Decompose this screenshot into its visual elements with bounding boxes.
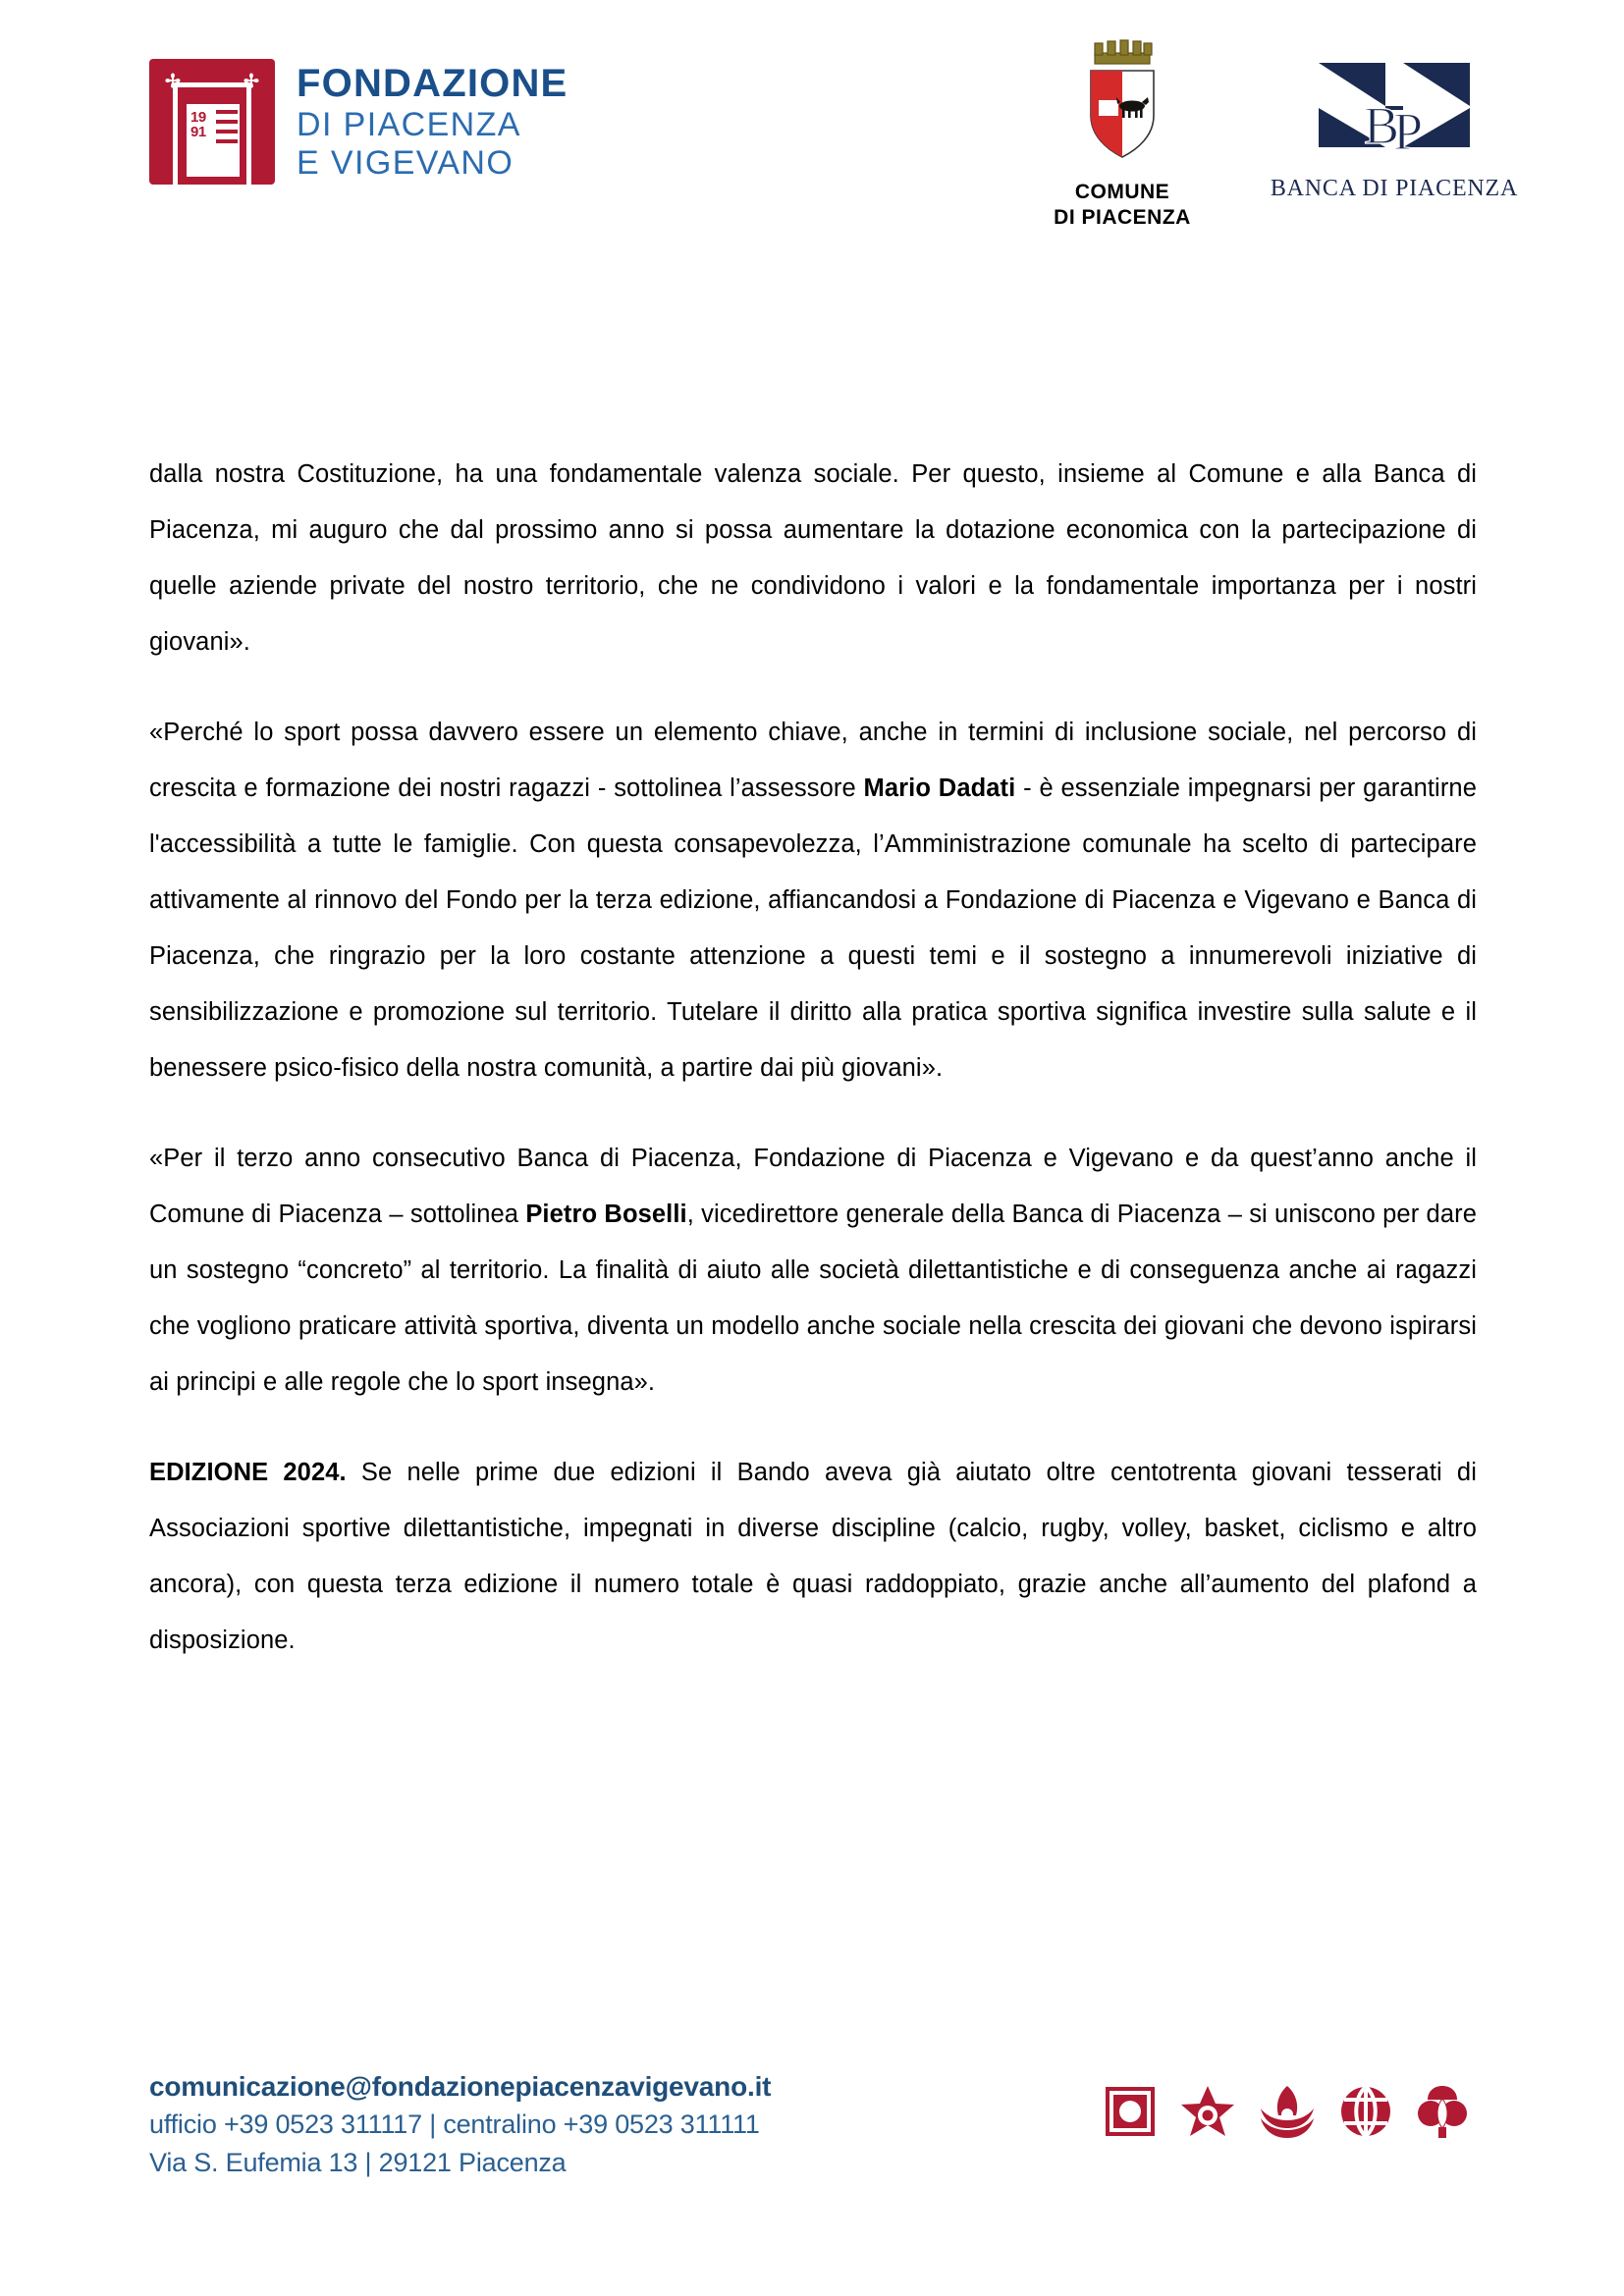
paragraph-2-text-a: «Perché lo sport possa davvero essere un elemento chiave, anche in termini di inclusione sociale, nel percorso di crescita e formazione dei nostri ragazzi - sottolinea l’assessore — [149, 719, 1477, 802]
paragraph-4 — [149, 1445, 1477, 1669]
banca-bp-butterfly-icon — [1267, 49, 1522, 168]
fondazione-wordmark-line3: E VIGEVANO — [297, 144, 514, 182]
comune-label-line1: COMUNE — [1074, 181, 1170, 203]
fondazione-wordmark-line1: FONDAZIONE — [297, 62, 568, 105]
footer-email[interactable]: comunicazione@fondazionepiacenzavigevano.it — [149, 2071, 772, 2102]
comune-coat-of-arms-icon — [1075, 39, 1169, 170]
footer-address: Via S. Eufemia 13 | 29121 Piacenza — [149, 2148, 567, 2177]
comune-label — [1029, 180, 1216, 231]
star-icon — [1180, 2085, 1235, 2138]
fondazione-year-digits-1: 19 — [190, 109, 206, 126]
fondazione-year-digits-2: 91 — [190, 124, 206, 140]
paragraph-3 — [149, 1131, 1477, 1411]
footer-icon-row — [1104, 2084, 1469, 2139]
square-frame-icon — [1104, 2085, 1157, 2138]
banca-logo — [1267, 49, 1522, 202]
comune-label-line2: DI PIACENZA — [1054, 206, 1191, 229]
edizione-heading: EDIZIONE 2024. — [149, 1459, 347, 1486]
fondazione-tack-left-icon: ✢ — [165, 72, 181, 92]
fondazione-logo — [149, 59, 568, 185]
paragraph-1 — [149, 447, 1477, 670]
paragraph-3-text-a: «Per il terzo anno consecutivo Banca di Piacenza, Fondazione di Piacenza e Vigevano e da quest’anno anche il Comune di Piacenza – sottolinea — [149, 1145, 1477, 1228]
footer-phones: ufficio +39 0523 311117 | centralino +39 0523 311111 — [149, 2109, 760, 2139]
document-body — [149, 447, 1477, 1669]
fondazione-wordmark — [297, 64, 568, 180]
fondazione-square-mark-icon — [149, 59, 275, 185]
banca-label: BANCA DI PIACENZA — [1270, 176, 1519, 201]
document-footer — [0, 2002, 1624, 2296]
fondazione-year-label — [190, 110, 212, 139]
fondazione-wordmark-line2: DI PIACENZA — [297, 106, 521, 143]
globe-sphere-icon — [1339, 2085, 1392, 2138]
fondazione-tack-right-icon: ✢ — [244, 72, 259, 92]
paragraph-2-text-b: - è essenziale impegnarsi per garantirne l'accessibilità a tutte le famiglie. Con questa consapevolezza, l’Amministrazione comunale ha scelto di partecipare attivamente al rinnovo del Fondo per la terza edizione, affiancandosi a Fondazione di Piacenza e Vigevano e Banca di Piacenza, che ringrazio per la loro costante attenzione a questi temi e il sostegno a innumerevoli iniziative di sensibilizzazione e promozione sul territorio. Tutelare il diritto alla pratica sportiva significa investire sulla salute e il benessere psico-fisico della nostra comunità, a partire dai più giovani». — [149, 774, 1477, 1082]
tulip-icon — [1416, 2084, 1469, 2139]
assessore-name: Mario Dadati — [863, 774, 1016, 802]
paragraph-2 — [149, 705, 1477, 1096]
comune-logo — [1029, 39, 1216, 231]
fondazione-bars-shape — [216, 110, 238, 149]
paragraph-4-text: Se nelle prime due edizioni il Bando aveva già aiutato oltre centotrenta giovani tesserati di Associazioni sportive dilettantistiche, impegnati in diverse discipline (calcio, rugby, volley, basket, ciclismo e altro ancora), con questa terza edizione il numero totale è quasi raddoppiato, grazie anche all’aumento del plafond a disposizione. — [149, 1459, 1477, 1654]
svg-text:P: P — [1393, 102, 1424, 161]
flower-bowl-icon — [1259, 2085, 1316, 2138]
vicedirettore-name: Pietro Boselli — [525, 1201, 687, 1228]
document-header — [0, 0, 1624, 265]
paragraph-1-text: dalla nostra Costituzione, ha una fondamentale valenza sociale. Per questo, insieme al Comune e alla Banca di Piacenza, mi auguro che dal prossimo anno si possa aumentare la dotazione economica con la partecipazione di quelle aziende private del nostro territorio, che ne condividono i valori e la fondamentale importanza per i nostri giovani». — [149, 460, 1477, 656]
paragraph-3-text-b: , vicedirettore generale della Banca di Piacenza – si uniscono per dare un sostegno “concreto” al territorio. La finalità di aiuto alle società dilettantistiche e di conseguenza anche ai ragazzi che vogliono praticare attività sportiva, diventa un modello anche sociale nella crescita dei giovani che devono ispirarsi ai principi e alle regole che lo sport insegna». — [149, 1201, 1477, 1396]
svg-text:B: B — [1364, 96, 1400, 155]
footer-contact-block — [149, 2068, 771, 2182]
